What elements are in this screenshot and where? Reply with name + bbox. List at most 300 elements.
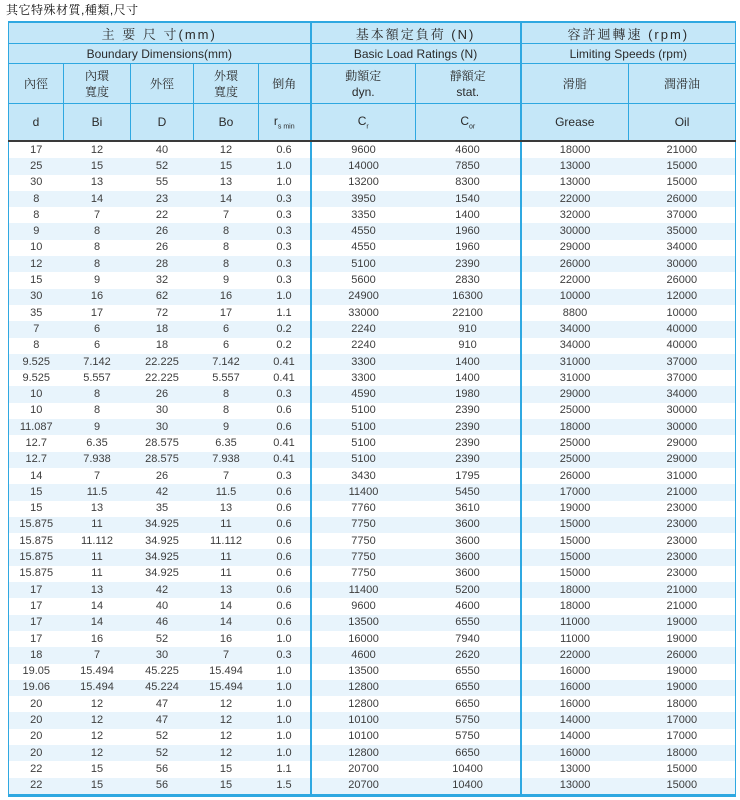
- table-cell: 18000: [521, 419, 629, 435]
- table-cell: 30000: [521, 223, 629, 239]
- table-cell: 52: [155, 159, 169, 172]
- table-row: [9, 141, 736, 158]
- table-row: [9, 338, 736, 354]
- table-cell: 10000: [521, 289, 629, 305]
- table-cell: 2390: [455, 436, 480, 449]
- table-cell: 0.3: [276, 469, 292, 482]
- table-cell: 22: [30, 762, 43, 775]
- table-cell: 1.0: [276, 730, 292, 743]
- col-header-oil-zh: 潤滑油: [629, 64, 736, 104]
- table-cell: 1960: [455, 241, 480, 254]
- table-cell: 7.938: [212, 453, 240, 466]
- table-row: [9, 745, 736, 761]
- table-cell: 13: [219, 583, 233, 596]
- table-cell: 40000: [666, 339, 698, 352]
- col-header-outer-width: 外環 寬度: [194, 64, 259, 104]
- table-cell: 30000: [666, 420, 698, 433]
- col-header-outer-dia: 外徑: [131, 64, 194, 104]
- table-cell: 8: [33, 208, 40, 221]
- table-cell: 0.6: [276, 599, 292, 612]
- table-cell: 8: [222, 404, 230, 417]
- table-cell: 20: [30, 714, 43, 727]
- table-cell: 7750: [311, 517, 416, 533]
- table-cell: 2390: [455, 257, 480, 270]
- table-cell: 35: [155, 502, 169, 515]
- col-header-grease-zh: 滑脂: [521, 64, 629, 104]
- table-cell: 28.575: [145, 436, 179, 449]
- group-header-dimensions-en: Boundary Dimensions(mm): [9, 44, 311, 64]
- table-cell: 9: [33, 225, 40, 238]
- table-cell: 8: [93, 225, 101, 238]
- table-cell: 23000: [666, 551, 698, 564]
- table-cell: 14: [90, 192, 104, 205]
- table-cell: 34.925: [145, 518, 179, 531]
- table-cell: 15.875: [19, 567, 54, 580]
- symbol-rsmin: $r_{s min}$: [259, 104, 311, 142]
- table-cell: 31000: [521, 370, 629, 386]
- table-cell: 56: [155, 779, 169, 792]
- table-cell: 3430: [311, 468, 416, 484]
- group-header-speed-en: Limiting Speeds (rpm): [521, 44, 736, 64]
- table-cell: 0.6: [276, 518, 292, 531]
- table-cell: 2390: [455, 453, 480, 466]
- table-cell: 14: [90, 616, 104, 629]
- table-cell: 9.525: [22, 371, 51, 384]
- col-header-inner-width: 內環 寬度: [64, 64, 131, 104]
- table-cell: 3600: [455, 551, 480, 564]
- table-cell: 8: [33, 339, 40, 352]
- table-cell: 47: [155, 714, 169, 727]
- table-cell: 25000: [521, 452, 629, 468]
- table-cell: 6.35: [86, 436, 108, 449]
- table-cell: 17: [30, 616, 43, 629]
- table-cell: 30: [155, 648, 169, 661]
- table-cell: 3600: [455, 534, 480, 547]
- table-cell: 25: [30, 159, 43, 172]
- table-cell: 8: [222, 225, 230, 238]
- table-cell: 1.5: [276, 779, 292, 792]
- table-cell: 37000: [666, 208, 698, 221]
- table-cell: 15.875: [19, 534, 54, 547]
- table-cell: 11.5: [86, 485, 108, 498]
- table-row: [9, 533, 736, 549]
- table-cell: 18: [30, 648, 43, 661]
- table-cell: 8: [93, 241, 101, 254]
- table-cell: 26000: [666, 274, 698, 287]
- table-cell: 10400: [452, 762, 483, 775]
- table-cell: 26000: [521, 256, 629, 272]
- table-cell: 0.6: [276, 404, 292, 417]
- table-cell: 22: [155, 208, 169, 221]
- table-cell: 25000: [521, 403, 629, 419]
- table-cell: 26: [155, 469, 169, 482]
- symbol-d: d: [9, 104, 64, 142]
- table-cell: 1.0: [276, 632, 292, 645]
- table-cell: 0.6: [276, 534, 292, 547]
- table-cell: 14000: [521, 729, 629, 745]
- table-cell: 8: [93, 404, 101, 417]
- table-cell: 6: [222, 339, 230, 352]
- table-cell: 19000: [666, 632, 698, 645]
- table-cell: 15.875: [19, 518, 54, 531]
- table-cell: 1.0: [276, 176, 292, 189]
- table-cell: 11: [220, 551, 232, 564]
- table-row: [9, 175, 736, 191]
- table-cell: 15.494: [80, 681, 114, 694]
- table-cell: 8: [222, 241, 230, 254]
- table-cell: 11000: [521, 615, 629, 631]
- table-cell: 11: [91, 518, 103, 531]
- symbol-grease: Grease: [521, 104, 629, 142]
- symbol-dd: D: [131, 104, 194, 142]
- table-cell: 6550: [455, 665, 480, 678]
- table-cell: 3350: [311, 207, 416, 223]
- table-cell: 12: [90, 714, 104, 727]
- table-cell: 6: [222, 322, 230, 335]
- table-cell: 20: [30, 746, 43, 759]
- table-cell: 13000: [521, 778, 629, 796]
- table-cell: 15.494: [80, 665, 114, 678]
- table-row: [9, 191, 736, 207]
- table-cell: 45.224: [145, 681, 179, 694]
- symbol-cor: $C_{or}$: [416, 104, 521, 142]
- table-cell: 34000: [521, 321, 629, 337]
- table-cell: 5.557: [83, 371, 111, 384]
- table-cell: 13000: [521, 175, 629, 191]
- table-cell: 6550: [455, 616, 480, 629]
- table-cell: 11.087: [19, 420, 53, 433]
- table-cell: 16000: [311, 631, 416, 647]
- table-cell: 13: [90, 176, 104, 189]
- table-cell: 11: [91, 567, 103, 580]
- table-row: [9, 484, 736, 500]
- table-cell: 37000: [666, 355, 698, 368]
- table-cell: 10: [30, 388, 43, 401]
- table-cell: 34.925: [145, 534, 179, 547]
- table-row: [9, 631, 736, 647]
- table-cell: 2240: [311, 321, 416, 337]
- table-cell: 13: [90, 583, 104, 596]
- table-cell: 3610: [455, 502, 480, 515]
- table-cell: 19000: [666, 665, 698, 678]
- table-cell: 0.6: [276, 616, 292, 629]
- table-cell: 19.06: [22, 681, 51, 694]
- col-header-dynamic: 動額定 dyn.: [311, 64, 416, 104]
- group-header-load-zh: 基本額定負荷 (N): [311, 22, 521, 44]
- table-cell: 3600: [455, 518, 480, 531]
- table-cell: 11.112: [80, 534, 113, 547]
- table-cell: 12: [90, 746, 104, 759]
- table-cell: 6: [93, 339, 101, 352]
- table-cell: 7.142: [83, 355, 111, 368]
- table-row: [9, 729, 736, 745]
- table-row: [9, 435, 736, 451]
- table-cell: 33000: [311, 305, 416, 321]
- table-cell: 14000: [311, 158, 416, 174]
- table-cell: 13500: [311, 615, 416, 631]
- table-cell: 17000: [666, 730, 698, 743]
- table-cell: 16000: [521, 664, 629, 680]
- table-cell: 26: [155, 388, 169, 401]
- table-cell: 13: [90, 502, 104, 515]
- table-cell: 12000: [666, 290, 698, 303]
- table-cell: 16: [90, 632, 104, 645]
- table-cell: 31000: [666, 469, 698, 482]
- table-cell: 34000: [666, 388, 698, 401]
- table-cell: 20700: [311, 761, 416, 777]
- table-cell: 22000: [521, 647, 629, 663]
- table-cell: 13: [219, 502, 233, 515]
- table-cell: 5450: [455, 485, 480, 498]
- table-cell: 72: [155, 306, 169, 319]
- table-cell: 7: [93, 469, 101, 482]
- table-cell: 8: [93, 257, 101, 270]
- table-cell: 8: [93, 388, 101, 401]
- table-cell: 11.112: [209, 534, 242, 547]
- table-cell: 17: [30, 599, 43, 612]
- table-row: [9, 664, 736, 680]
- table-cell: 21000: [666, 143, 698, 156]
- table-cell: 11: [220, 518, 232, 531]
- table-cell: 1.0: [276, 159, 292, 172]
- table-row: [9, 501, 736, 517]
- table-cell: 17000: [666, 714, 698, 727]
- table-cell: 1795: [455, 469, 480, 482]
- table-cell: 15000: [521, 566, 629, 582]
- table-cell: 56: [155, 762, 169, 775]
- table-cell: 6550: [455, 681, 480, 694]
- table-cell: 910: [458, 339, 477, 352]
- table-row: [9, 207, 736, 223]
- table-cell: 17: [30, 143, 43, 156]
- table-row: [9, 517, 736, 533]
- table-row: [9, 468, 736, 484]
- table-cell: 17: [219, 306, 233, 319]
- table-cell: 7: [222, 208, 230, 221]
- table-cell: 23000: [666, 518, 698, 531]
- table-cell: 35: [30, 306, 43, 319]
- group-header-en-row: [9, 44, 736, 64]
- table-cell: 32000: [521, 207, 629, 223]
- table-row: [9, 598, 736, 614]
- table-cell: 7940: [455, 632, 480, 645]
- table-cell: 40: [155, 143, 169, 156]
- table-cell: 16000: [521, 696, 629, 712]
- table-cell: 30: [155, 404, 169, 417]
- table-cell: 42: [155, 583, 169, 596]
- group-header-load-en: Basic Load Ratings (N): [311, 44, 521, 64]
- table-cell: 5100: [311, 435, 416, 451]
- table-cell: 4550: [311, 240, 416, 256]
- table-cell: 26000: [666, 648, 698, 661]
- table-row: [9, 647, 736, 663]
- table-cell: 1540: [455, 192, 480, 205]
- symbol-bi: Bi: [64, 104, 131, 142]
- table-cell: 8800: [521, 305, 629, 321]
- table-cell: 12: [90, 730, 104, 743]
- table-cell: 19000: [521, 501, 629, 517]
- table-cell: 15: [90, 779, 104, 792]
- table-cell: 0.6: [276, 567, 292, 580]
- table-cell: 0.6: [276, 583, 292, 596]
- table-cell: 26: [155, 241, 169, 254]
- table-row: [9, 289, 736, 305]
- table-cell: 3600: [455, 567, 480, 580]
- table-cell: 13200: [311, 175, 416, 191]
- table-row: [9, 761, 736, 777]
- table-cell: 1960: [455, 225, 480, 238]
- table-cell: 15: [90, 159, 104, 172]
- table-cell: 29000: [666, 436, 698, 449]
- table-cell: 1.1: [276, 762, 292, 775]
- table-cell: 18000: [666, 697, 698, 710]
- table-cell: 6650: [455, 746, 480, 759]
- table-cell: 30: [30, 290, 43, 303]
- table-cell: 24900: [311, 289, 416, 305]
- table-cell: 9600: [311, 141, 416, 158]
- table-cell: 12800: [311, 680, 416, 696]
- table-cell: 4600: [455, 143, 480, 156]
- table-cell: 16300: [452, 290, 483, 303]
- table-cell: 34.925: [145, 551, 179, 564]
- table-row: [9, 549, 736, 565]
- table-cell: 910: [458, 322, 477, 335]
- table-cell: 11000: [521, 631, 629, 647]
- table-cell: 22100: [452, 306, 483, 319]
- table-cell: 15: [219, 762, 233, 775]
- table-cell: 21000: [666, 583, 698, 596]
- table-cell: 4600: [311, 647, 416, 663]
- table-row: [9, 240, 736, 256]
- table-cell: 7750: [311, 533, 416, 549]
- table-cell: 9: [93, 420, 101, 433]
- table-row: [9, 158, 736, 174]
- group-header-dimensions-zh: 主 要 尺 寸(mm): [9, 22, 311, 44]
- table-cell: 62: [155, 290, 169, 303]
- table-cell: 2830: [455, 274, 480, 287]
- table-cell: 20: [30, 730, 43, 743]
- table-cell: 7750: [311, 566, 416, 582]
- table-cell: 40000: [666, 322, 698, 335]
- table-cell: 1.1: [276, 306, 292, 319]
- table-cell: 52: [155, 746, 169, 759]
- table-cell: 7.938: [83, 453, 111, 466]
- table-cell: 26000: [666, 192, 698, 205]
- column-header-zh-row: [9, 64, 736, 104]
- table-cell: 13000: [521, 761, 629, 777]
- table-cell: 15.494: [209, 665, 243, 678]
- col-header-static: 靜額定 stat.: [416, 64, 521, 104]
- table-cell: 26: [155, 225, 169, 238]
- table-cell: 22000: [521, 272, 629, 288]
- table-cell: 20: [30, 697, 43, 710]
- symbol-bo: Bo: [194, 104, 259, 142]
- table-cell: 9: [222, 420, 230, 433]
- table-cell: 0.6: [276, 143, 292, 156]
- table-cell: 14: [219, 192, 233, 205]
- table-cell: 11: [220, 567, 232, 580]
- table-cell: 0.6: [276, 420, 292, 433]
- table-cell: 5100: [311, 403, 416, 419]
- table-cell: 31000: [521, 354, 629, 370]
- table-cell: 7.142: [212, 355, 240, 368]
- table-cell: 0.41: [273, 355, 295, 368]
- table-cell: 18000: [666, 746, 698, 759]
- table-cell: 15000: [666, 779, 698, 792]
- table-cell: 14: [30, 469, 43, 482]
- table-cell: 7: [33, 322, 40, 335]
- table-row: [9, 223, 736, 239]
- table-cell: 12.7: [25, 453, 47, 466]
- table-cell: 14: [219, 599, 233, 612]
- table-cell: 1.0: [276, 746, 292, 759]
- table-cell: 23000: [666, 567, 698, 580]
- table-cell: 0.3: [276, 241, 292, 254]
- table-header: [9, 22, 736, 141]
- table-cell: 4550: [311, 223, 416, 239]
- table-cell: 47: [155, 697, 169, 710]
- table-cell: 2620: [455, 648, 480, 661]
- table-row: [9, 696, 736, 712]
- table-cell: 16000: [521, 680, 629, 696]
- table-cell: 6.35: [215, 436, 237, 449]
- table-cell: 7: [93, 648, 101, 661]
- table-cell: 12: [219, 746, 233, 759]
- table-cell: 0.2: [276, 339, 292, 352]
- table-cell: 22: [30, 779, 43, 792]
- table-cell: 18000: [521, 598, 629, 614]
- symbol-cr: $C_r$: [311, 104, 416, 142]
- table-cell: 16: [219, 290, 233, 303]
- table-row: [9, 354, 736, 370]
- table-cell: 21000: [666, 485, 698, 498]
- table-cell: 55: [155, 176, 169, 189]
- table-cell: 32: [155, 274, 169, 287]
- table-cell: 15000: [666, 762, 698, 775]
- table-cell: 5100: [311, 256, 416, 272]
- table-cell: 18: [155, 339, 169, 352]
- table-cell: 6: [93, 322, 101, 335]
- table-cell: 9600: [311, 598, 416, 614]
- table-cell: 8: [222, 257, 230, 270]
- table-cell: 19000: [666, 616, 698, 629]
- table-cell: 7: [93, 208, 101, 221]
- table-cell: 15000: [521, 533, 629, 549]
- table-cell: 12: [219, 714, 233, 727]
- table-cell: 7760: [311, 501, 416, 517]
- table-cell: 3300: [311, 354, 416, 370]
- table-cell: 2240: [311, 338, 416, 354]
- table-cell: 15000: [521, 517, 629, 533]
- table-cell: 0.6: [276, 551, 292, 564]
- table-cell: 10100: [311, 712, 416, 728]
- table-cell: 17: [30, 583, 43, 596]
- table-cell: 0.41: [273, 371, 295, 384]
- table-cell: 25000: [521, 435, 629, 451]
- col-header-bore: 內徑: [9, 64, 64, 104]
- table-cell: 37000: [666, 371, 698, 384]
- table-row: [9, 566, 736, 582]
- table-cell: 0.6: [276, 502, 292, 515]
- table-cell: 19000: [666, 681, 698, 694]
- table-row: [9, 403, 736, 419]
- table-cell: 15: [90, 762, 104, 775]
- table-cell: 5200: [455, 583, 480, 596]
- table-cell: 9: [222, 274, 230, 287]
- table-cell: 12800: [311, 696, 416, 712]
- table-cell: 15: [219, 159, 233, 172]
- table-cell: 15000: [666, 176, 698, 189]
